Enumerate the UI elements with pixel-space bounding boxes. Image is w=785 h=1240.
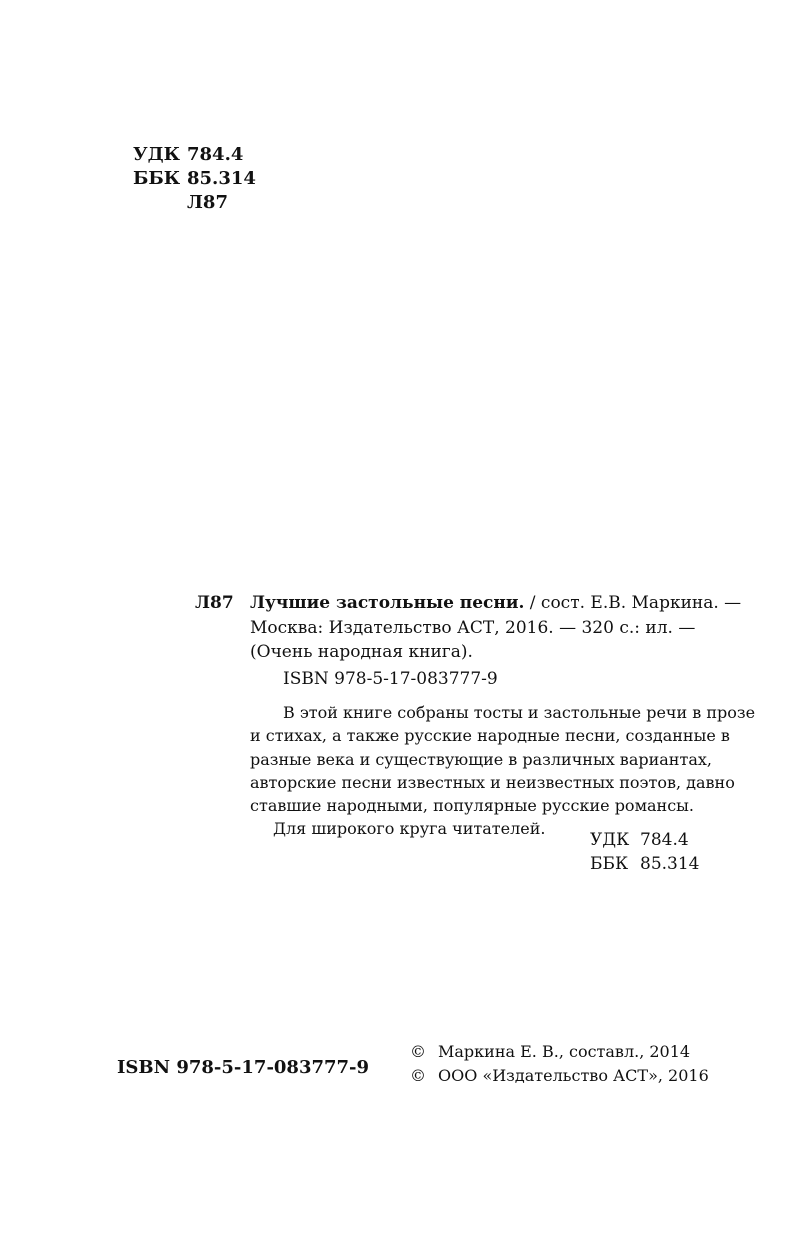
annotation-line-3: разные века и существующие в различных вариантах, bbox=[250, 749, 712, 769]
entry-line-2: Москва: Издательство АСТ, 2016. — 320 с.: ил. — bbox=[250, 617, 696, 638]
author-mark-row bbox=[133, 191, 256, 215]
udk-row bbox=[133, 143, 256, 167]
book-title: Лучшие застольные песни. bbox=[250, 593, 525, 613]
annotation-line-2: и стихах, а также русские народные песни, созданные в bbox=[250, 726, 730, 746]
copyright-icon: © bbox=[410, 1066, 426, 1085]
annotation-line-4: авторские песни известных и неизвестных поэтов, давно bbox=[250, 772, 735, 792]
copyright-line-2 bbox=[410, 1064, 709, 1088]
udk-value: 784.4 bbox=[187, 144, 244, 165]
bbk-row bbox=[133, 167, 256, 191]
isbn-footer: ISBN 978-5-17-083777-9 bbox=[117, 1057, 370, 1078]
udk-label-bottom: УДК bbox=[590, 830, 630, 850]
bbk-row-bottom bbox=[590, 852, 699, 876]
udk-value-bottom: 784.4 bbox=[640, 830, 689, 850]
classification-block-bottom bbox=[590, 828, 699, 876]
copyright-text-2: ООО «Издательство АСТ», 2016 bbox=[438, 1066, 709, 1085]
isbn-entry: ISBN 978-5-17-083777-9 bbox=[283, 669, 498, 689]
annotation-line-5: ставшие народными, популярные русские романсы. bbox=[250, 796, 694, 816]
entry-author-mark: Л87 bbox=[195, 593, 234, 613]
copyright-line-1 bbox=[410, 1040, 709, 1064]
entry-responsibility: / сост. Е.В. Маркина. — bbox=[524, 593, 742, 613]
bbk-label-bottom: ББК bbox=[590, 854, 629, 874]
udk-row-bottom bbox=[590, 828, 699, 852]
copyright-icon: © bbox=[410, 1042, 426, 1061]
audience-note: Для широкого круга читателей. bbox=[273, 819, 546, 839]
bbk-value-bottom: 85.314 bbox=[640, 854, 700, 874]
bbk-label: ББК bbox=[133, 168, 181, 189]
author-mark: Л87 bbox=[187, 192, 228, 213]
copyright-text-1: Маркина Е. В., составл., 2014 bbox=[438, 1042, 691, 1061]
copyright-block bbox=[410, 1040, 709, 1088]
bbk-value: 85.314 bbox=[187, 168, 256, 189]
annotation bbox=[250, 701, 756, 841]
entry-line-1 bbox=[250, 591, 742, 616]
bibliographic-entry bbox=[250, 591, 742, 665]
entry-line-3: (Очень народная книга). bbox=[250, 642, 473, 663]
classification-block-top bbox=[133, 143, 256, 215]
annotation-line-1: В этой книге собраны тосты и застольные речи в прозе bbox=[283, 703, 756, 722]
udk-label: УДК bbox=[133, 144, 180, 165]
